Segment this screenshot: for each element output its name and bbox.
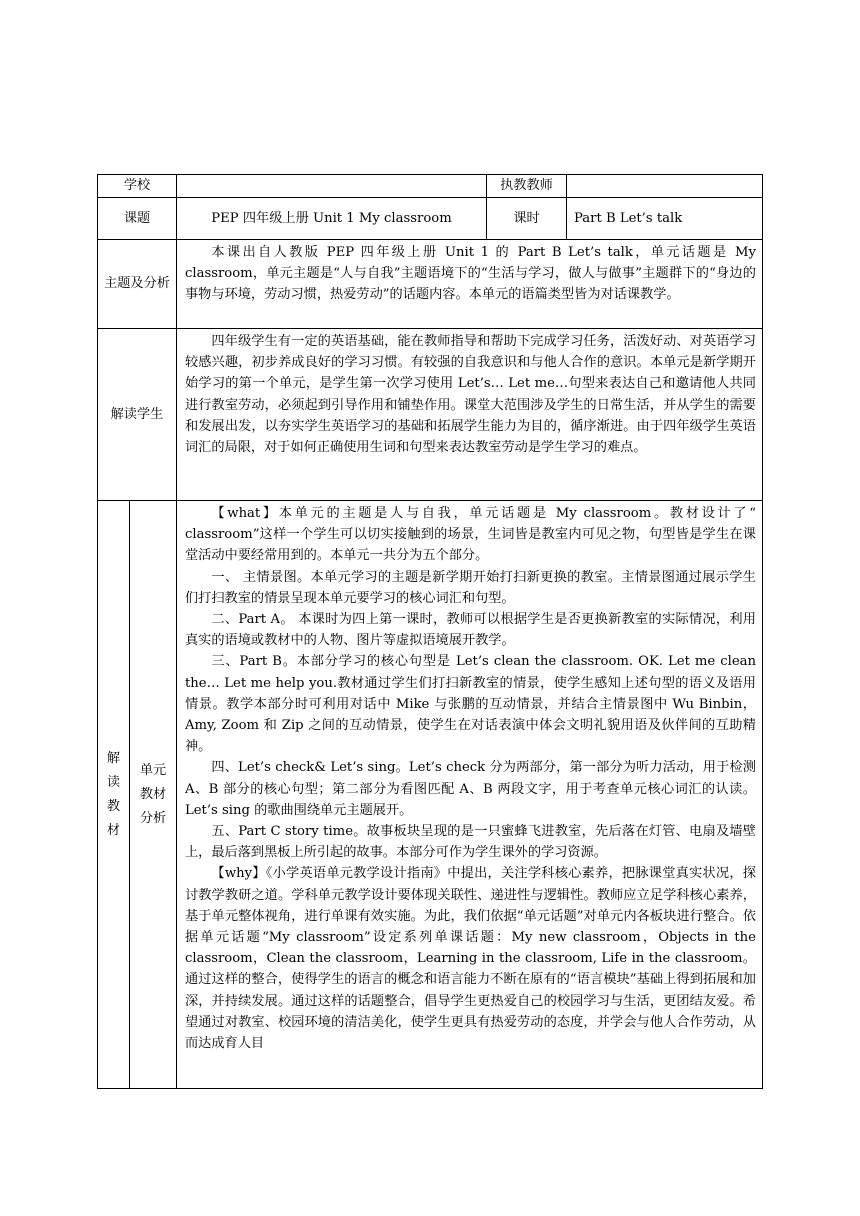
students-text: 四年级学生有一定的英语基础，能在教师指导和帮助下完成学习任务，活泼好动、对英语学习较感兴趣，初步养成良好的学习习惯。有较强的自我意识和与他人合作的意识。本单元是新学期开始学习的第一个单元，是学生第一次学习使用 Let’s… Let me…句型来表达自己和邀请他人共同进行教室劳动，必须起到引导作用和铺垫作用。课堂大范围涉及学生的日常生活，并从学生的需要和发展出发，以夯实学生英语学习的基础和拓展学生能力为目的，循序渐进。由于四年级学生英语词汇的局限，对于如何正确使用生词和句型来表达教室劳动是学生学习的难点。 bbox=[185, 334, 756, 456]
analysis-paragraph: 三、Part B。本部分学习的核心句型是 Let’s clean the classroom. OK. Let me clean the… Let me help you.教材通过学生们打扫新教室的情景，使学生感知上述句型的语义及语用情景。教学本部分时可利用对话中 Mike 与张鹏的互动情景，并结合主情景图中 Wu Binbin，Amy, Zoom 和 Zip 之间的互动情景，使学生在对话表演中体会文明礼貌用语及伙伴间的互助精神。 bbox=[185, 654, 756, 755]
analysis-paragraph: 一、 主情景图。本单元学习的主题是新学期开始打扫新更换的教室。主情景图通过展示学生们打扫教室的情景呈现本单元要学习的核心词汇和句型。 bbox=[185, 569, 756, 606]
theme-label-text: 主题及分析 bbox=[104, 276, 170, 292]
topic-label: 课题 bbox=[98, 198, 177, 240]
school-row bbox=[98, 175, 763, 198]
teacher-value bbox=[567, 175, 763, 198]
theme-row bbox=[98, 240, 763, 329]
material-label-char: 读 bbox=[106, 774, 121, 790]
analysis-paragraph: 【why】《小学英语单元教学设计指南》中提出，关注学科核心素养，把脉课堂真实状况，探讨教学教研之道。学科单元教学设计要体现关联性、递进性与逻辑性。教师应立足学科核心素养，基于单元整体视角，进行单课有效实施。为此，我们依据“单元话题”对单元内各板块进行整合。依据单元话题“My classroom”设定系列单课话题：My new classroom，Objects in the classroom，Clean the classroom，Learning in the classroom, Life in the classroom。通过这样的整合，使得学生的语言的概念和语言能力不断在原有的“语言模块”基础上得到拓展和加深，并持续发展。通过这样的话题整合，倡导学生更热爱自己的校园学习与生活，更团结友爱。希望通过对教室、校园环境的清洁美化，使学生更具有热爱劳动的态度，并学会与他人合作劳动，从而达成育人目 bbox=[185, 866, 756, 1052]
analysis-paragraph: 二、Part A。 本课时为四上第一课时，教师可以根据学生是否更换新教室的实际情况，利用真实的语境或教材中的人物、图片等虚拟语境展开教学。 bbox=[185, 612, 756, 649]
school-label: 学校 bbox=[98, 175, 177, 198]
unit-label-line: 分析 bbox=[139, 810, 167, 826]
students-row bbox=[98, 329, 763, 501]
unit-analysis-label bbox=[130, 501, 177, 1089]
analysis-paragraph: 四、Let’s check& Let’s sing。Let’s check 分为两部分，第一部分为听力活动，用于检测 A、B 部分的核心句型；第二部分为看图匹配 A、B 两段文字，用于考查单元核心词汇的认读。 Let’s sing 的歌曲围绕单元主题展开。 bbox=[185, 760, 756, 818]
period-label: 课时 bbox=[487, 198, 567, 240]
analysis-paragraph: 【what】本单元的主题是人与自我，单元话题是 My classroom。教材设计了“ classroom”这样一个学生可以切实接触到的场景，生词皆是教室内可见之物，句型皆是学生在课堂活动中要经常用到的。本单元一共分为五个部分。 bbox=[185, 506, 756, 564]
material-label bbox=[98, 501, 130, 1089]
analysis-cell bbox=[177, 501, 763, 1089]
analysis-paragraph: 五、Part C story time。故事板块呈现的是一只蜜蜂飞进教室，先后落在灯管、电扇及墙壁上，最后落到黑板上所引起的故事。本部分可作为学生课外的学习资源。 bbox=[185, 824, 756, 861]
students-label: 解读学生 bbox=[98, 329, 177, 501]
school-value bbox=[177, 175, 487, 198]
theme-cell bbox=[177, 240, 763, 329]
theme-text: 本课出自人教版 PEP 四年级上册 Unit 1 的 Part B Let’s talk，单元话题是 My classroom，单元主题是“人与自我”主题语境下的“生活与学习，做人与做事”主题群下的“身边的事物与环境，劳动习惯，热爱劳动”的话题内容。本单元的语篇类型皆为对话课教学。 bbox=[185, 245, 756, 303]
period-value: Part B Let’s talk bbox=[567, 198, 763, 240]
material-label-char: 教 bbox=[106, 798, 121, 814]
teacher-label: 执教教师 bbox=[487, 175, 567, 198]
students-cell bbox=[177, 329, 763, 501]
material-row bbox=[98, 501, 763, 1089]
theme-label bbox=[98, 240, 177, 329]
lesson-plan-table bbox=[97, 174, 763, 1089]
topic-row bbox=[98, 198, 763, 240]
material-label-char: 材 bbox=[106, 822, 121, 838]
topic-value: PEP 四年级上册 Unit 1 My classroom bbox=[177, 198, 487, 240]
unit-label-line: 教材 bbox=[139, 786, 167, 802]
material-label-char: 解 bbox=[106, 750, 121, 766]
unit-label-line: 单元 bbox=[139, 762, 167, 778]
